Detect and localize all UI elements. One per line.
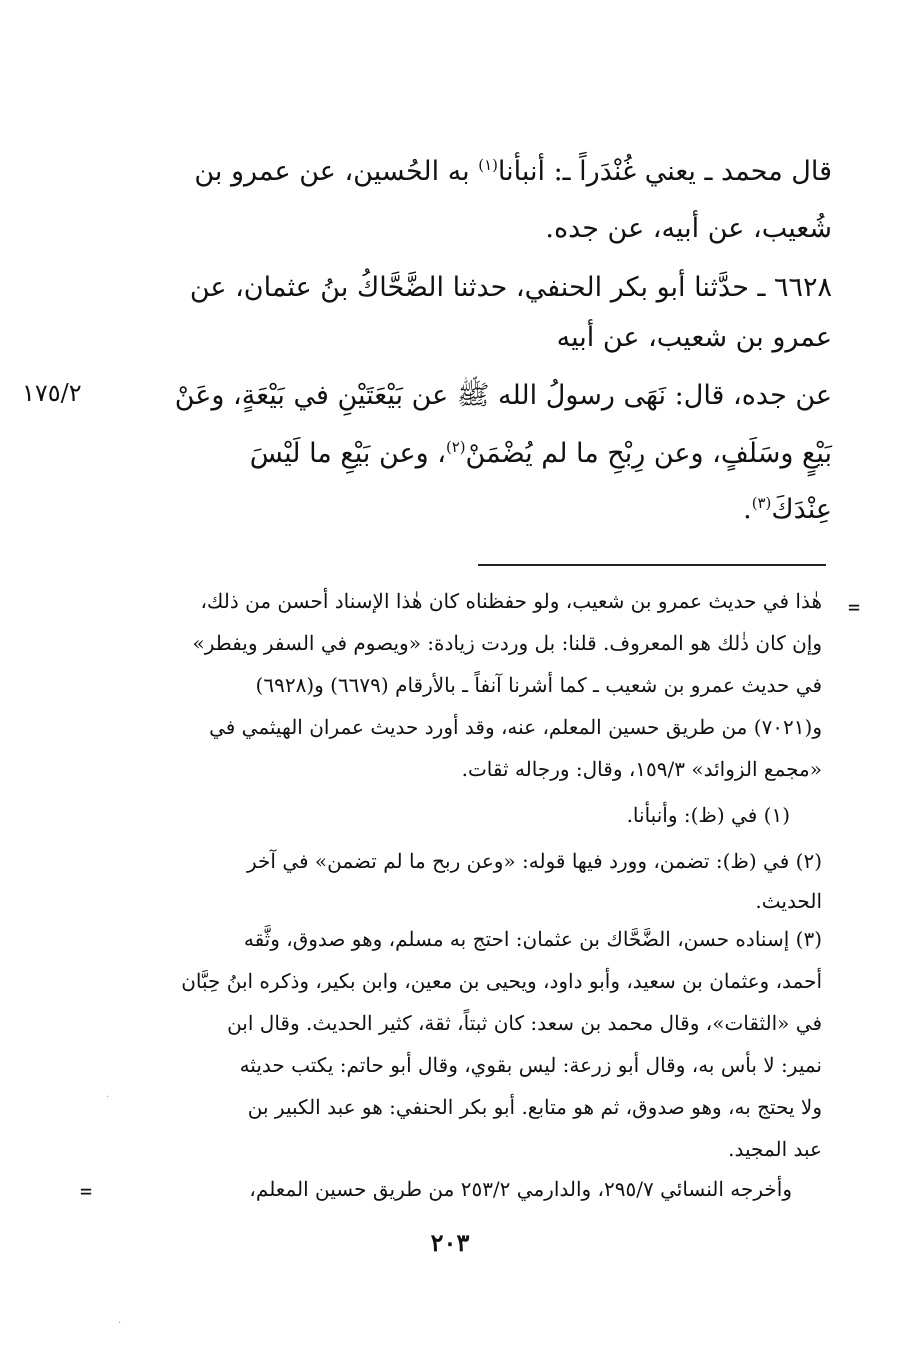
hadith-line-5-text: عِنْدَكَ [771,494,832,525]
footnote-3-line-2: أحمد، وعثمان بن سعيد، وأبو داود، ويحيى بن معين، وابن بكير، وذكره ابنُ حِبَّان [181,969,822,993]
hadith-6628-line-1: ٦٦٢٨ ـ حدَّثنا أبو بكر الحنفي، حدثنا الضَّحَّاكُ بنُ عثمان، عن [189,272,832,303]
footnote-3-line-3: في «الثقات»، وقال محمد بن سعد: كان ثبتاً، ثقة، كثير الحديث. وقال ابن [227,1011,822,1035]
hadith-line-5-period: . [743,494,752,525]
footnote-3-line-4: نمير: لا بأس به، وقال أبو زرعة: ليس بقوي، وقال أبو حاتم: يكتب حديثه [239,1053,822,1077]
hadith-line-4-part-a: بَيْعٍ وسَلَفٍ، وعن رِبْحِ ما لم يُضْمَنْ [465,438,832,469]
note-marker-1: (١) [478,156,498,174]
footnote-2-line-2: الحديث. [755,889,822,913]
hadith-line-4-part-b: ، وعن بَيْعِ ما لَيْسَ [249,438,446,469]
footnote-3-line-5: ولا يحتج به، وهو صدوق، ثم هو متابع. أبو بكر الحنفي: هو عبد الكبير بن [247,1095,822,1119]
main-line-2: شُعيب، عن أبيه، عن جده. [545,213,832,244]
margin-reference: ١٧٥/٢ [22,379,82,407]
footnote-continuation-line-2: وإن كان ذٰلك هو المعروف. قلنا: بل وردت زيادة: «ويصوم في السفر ويفطر» [192,631,822,655]
hadith-6628-line-2: عمرو بن شعيب، عن أبيه [556,322,832,353]
trailing-continuation-marker: = [80,1179,93,1203]
footnote-1: (١) في (ظ): وأنبأنا. [626,803,790,827]
hadith-6628-line-3: عن جده، قال: نَهَى رسولُ الله ﷺ عن بَيْعَتَيْنِ في بَيْعَةٍ، وعَنْ [174,380,832,411]
scan-speck: · [118,1318,122,1329]
hadith-6628-line-5 [743,490,832,530]
footnote-separator [478,564,826,566]
main-line-1-part-b: به الحُسين، عن عمرو بن [194,156,470,187]
footnote-3-line-1: (٣) إسناده حسن، الضَّحَّاك بن عثمان: احتج به مسلم، وهو صدوق، وثَّقه [243,927,822,951]
continuation-marker: = [848,595,861,619]
footnote-continuation-line-4: و(٧٠٢١) من طريق حسين المعلم، عنه، وقد أورد حديث عمران الهيثمي في [209,715,822,739]
hadith-6628-line-4 [250,434,832,474]
main-line-1 [194,152,832,192]
footnote-continuation-line-3: في حديث عمرو بن شعيب ـ كما أشرنا آنفاً ـ بالأرقام (٦٦٧٩) و(٦٩٢٨) [255,673,822,697]
footnote-continuation-line-1: هٰذا في حديث عمرو بن شعيب، ولو حفظناه كان هٰذا الإسناد أحسن من ذلك، [200,589,822,613]
main-line-1-part-a: قال محمد ـ يعني غُنْدَراً ـ: أنبأنا [497,156,832,187]
footnote-3-line-6: عبد المجيد. [728,1137,822,1161]
scan-speck: · [106,1092,110,1103]
footnote-2-line-1: (٢) في (ظ): تضمن، وورد فيها قوله: «وعن ربح ما لم تضمن» في آخر [247,849,822,873]
footnote-continuation-line-5: «مجمع الزوائد» ١٥٩/٣، وقال: ورجاله ثقات. [461,757,822,781]
page-number: ٢٠٣ [430,1228,470,1257]
note-marker-3: (٣) [751,494,772,512]
footnote-3-line-7: وأخرجه النسائي ٢٩٥/٧، والدارمي ٢٥٣/٢ من طريق حسين المعلم، [249,1177,792,1201]
note-marker-2: (٢) [445,438,466,456]
